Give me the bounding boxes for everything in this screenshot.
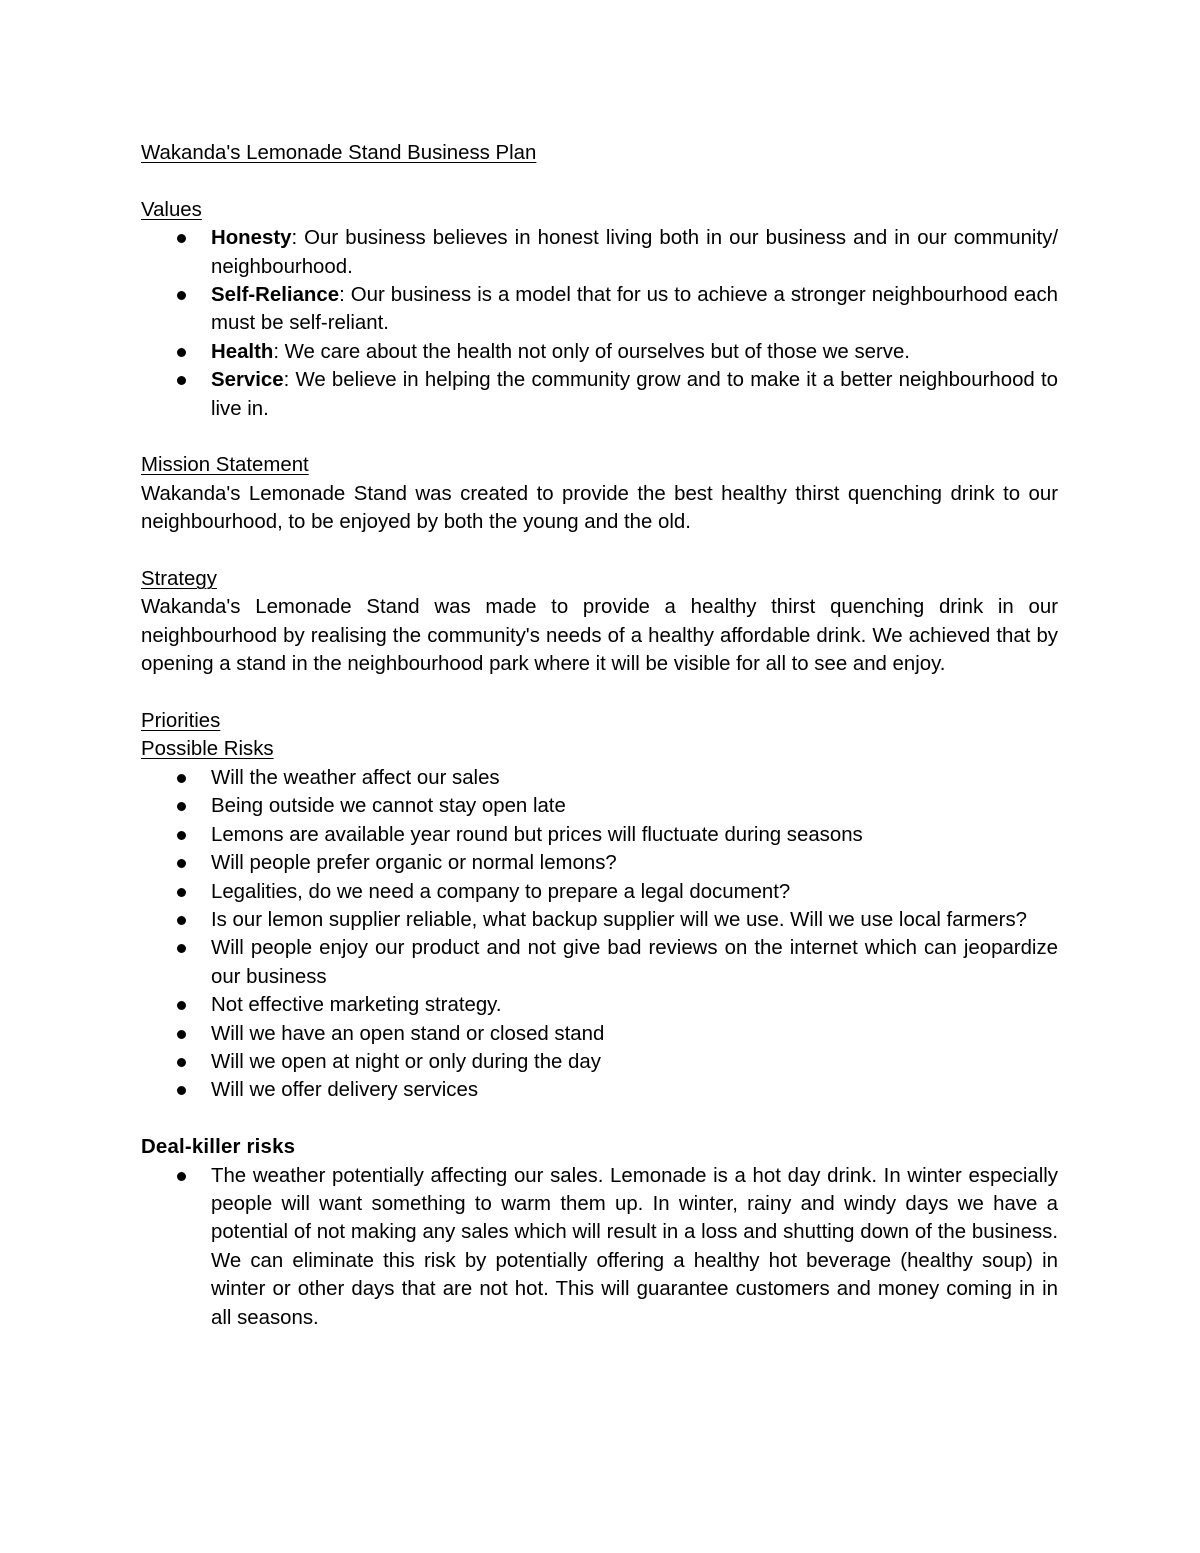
- values-heading: Values: [141, 198, 202, 221]
- risk-text: Is our lemon supplier reliable, what backup supplier will we use. Will we use local farmers?: [211, 908, 1027, 931]
- bullet-icon: [177, 888, 186, 897]
- priorities-heading: Priorities: [141, 710, 221, 733]
- bullet-icon: [177, 831, 186, 840]
- bullet-icon: [177, 234, 186, 243]
- bullet-icon: [177, 774, 186, 783]
- value-text: : We believe in helping the community grow and to make it a better neighbourhood to live in.: [211, 369, 1058, 420]
- deal-killer-text: The weather potentially affecting our sales. Lemonade is a hot day drink. In winter especially people will want something to warm them up. In winter, rainy and windy days we have a potential of not making any sales which will result in a loss and shutting down of the business. We can eliminate this risk by potentially offering a healthy hot beverage (healthy soup) in winter or other days that are not hot. This will guarantee customers and money coming in in all seasons.: [211, 1164, 1058, 1329]
- bullet-icon: [177, 859, 186, 868]
- spacer: [141, 1105, 1058, 1133]
- risk-text: Will we open at night or only during the day: [211, 1050, 601, 1073]
- list-item: [141, 849, 1058, 877]
- value-term: Service: [211, 369, 284, 392]
- value-term: Health: [211, 340, 274, 363]
- risk-text: Lemons are available year round but prices will fluctuate during seasons: [211, 823, 863, 846]
- list-item: [141, 991, 1058, 1019]
- list-item: [141, 1162, 1058, 1332]
- list-item: [141, 1020, 1058, 1048]
- spacer: [141, 537, 1058, 565]
- bullet-icon: [177, 1058, 186, 1067]
- risk-text: Legalities, do we need a company to prepare a legal document?: [211, 880, 791, 903]
- bullet-icon: [177, 291, 186, 300]
- bullet-icon: [177, 1001, 186, 1010]
- list-item: [141, 338, 1058, 366]
- list-item: [141, 1048, 1058, 1076]
- value-term: Self-Reliance: [211, 284, 340, 307]
- list-item: [141, 906, 1058, 934]
- risk-text: Will the weather affect our sales: [211, 766, 500, 789]
- bullet-icon: [177, 1086, 186, 1095]
- list-item: [141, 792, 1058, 820]
- list-item: [141, 934, 1058, 991]
- deal-killer-heading: Deal-killer risks: [141, 1136, 296, 1159]
- document-title: Wakanda's Lemonade Stand Business Plan: [141, 142, 537, 164]
- risk-text: Not effective marketing strategy.: [211, 994, 502, 1017]
- values-list: [141, 224, 1058, 423]
- mission-heading: Mission Statement: [141, 454, 309, 477]
- list-item: [141, 366, 1058, 423]
- risk-text: Being outside we cannot stay open late: [211, 795, 566, 818]
- list-item: [141, 281, 1058, 338]
- bullet-icon: [177, 944, 186, 953]
- list-item: [141, 1076, 1058, 1104]
- risks-heading: Possible Risks: [141, 738, 274, 761]
- bullet-icon: [177, 376, 186, 385]
- bullet-icon: [177, 1172, 186, 1181]
- value-text: : We care about the health not only of ourselves but of those we serve.: [273, 340, 910, 363]
- document-page: [141, 139, 1058, 1332]
- strategy-heading: Strategy: [141, 568, 217, 591]
- value-text: : Our business is a model that for us to achieve a stronger neighbourhood each must be self-reliant.: [211, 284, 1058, 335]
- bullet-icon: [177, 1030, 186, 1039]
- risk-text: Will people prefer organic or normal lemons?: [211, 852, 617, 875]
- risk-text: Will people enjoy our product and not give bad reviews on the internet which can jeopardize our business: [211, 937, 1058, 988]
- risk-text: Will we offer delivery services: [211, 1079, 479, 1102]
- value-term: Honesty: [211, 227, 292, 250]
- list-item: [141, 821, 1058, 849]
- spacer: [141, 423, 1058, 451]
- strategy-text: Wakanda's Lemonade Stand was made to provide a healthy thirst quenching drink in our neighbourhood by realising the community's needs of a healthy affordable drink. We achieved that by opening a stand in the neighbourhood park where it will be visible for all to see and enjoy.: [141, 596, 1058, 676]
- deal-killer-list: [141, 1162, 1058, 1332]
- bullet-icon: [177, 348, 186, 357]
- spacer: [141, 167, 1058, 195]
- bullet-icon: [177, 916, 186, 925]
- risks-list: [141, 764, 1058, 1105]
- spacer: [141, 679, 1058, 707]
- bullet-icon: [177, 802, 186, 811]
- value-text: : Our business believes in honest living both in our business and in our community/ neighbourhood.: [211, 227, 1058, 278]
- list-item: [141, 764, 1058, 792]
- mission-text: Wakanda's Lemonade Stand was created to provide the best healthy thirst quenching drink to our neighbourhood, to be enjoyed by both the young and the old.: [141, 482, 1058, 534]
- risk-text: Will we have an open stand or closed stand: [211, 1022, 605, 1045]
- list-item: [141, 878, 1058, 906]
- list-item: [141, 224, 1058, 281]
